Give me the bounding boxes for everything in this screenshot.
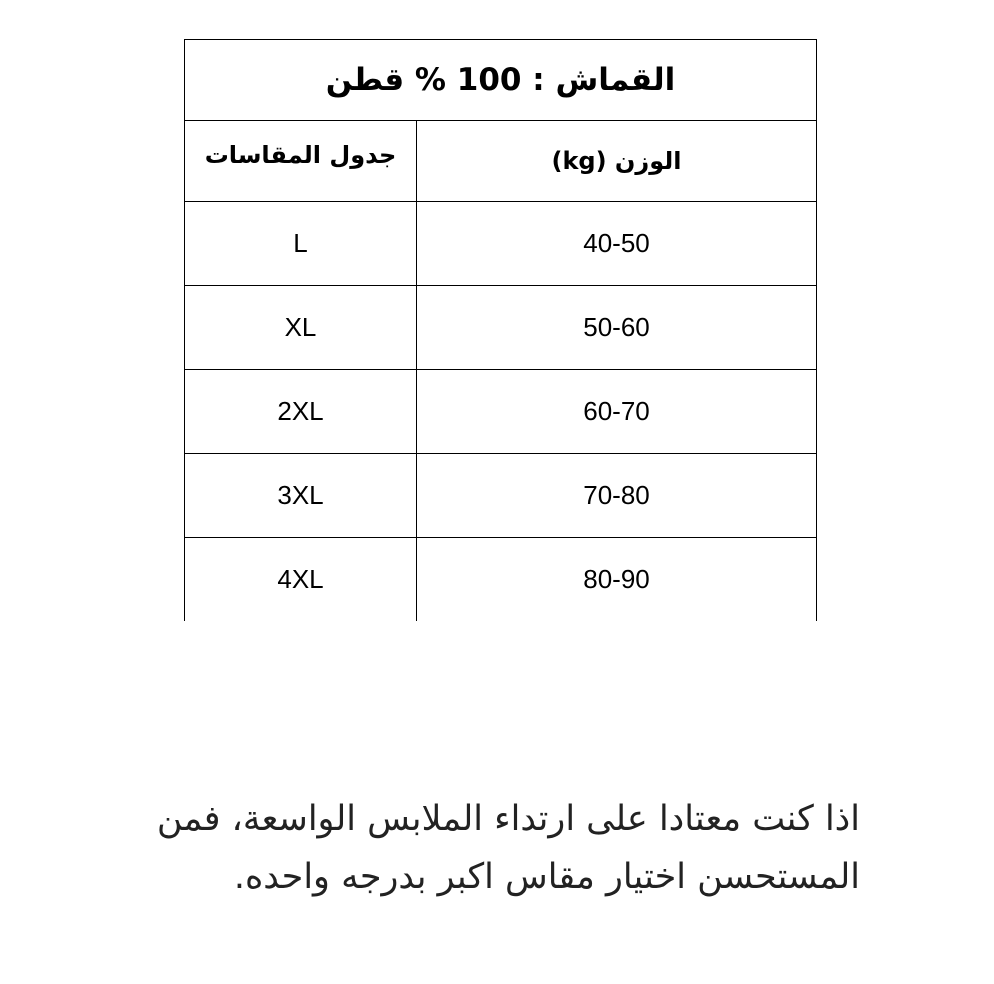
header-row xyxy=(185,121,817,202)
table-row xyxy=(185,454,817,538)
size-cell: L xyxy=(185,202,417,286)
fabric-title: القماش : 100 % قطن xyxy=(185,40,817,121)
sizing-note: اذا كنت معتادا على ارتداء الملابس الواسعة، فمن المستحسن اختيار مقاس اكبر بدرجه واحده. xyxy=(156,799,860,897)
size-cell: 4XL xyxy=(185,538,417,622)
weight-cell: 50-60 xyxy=(417,286,817,370)
table-row xyxy=(185,286,817,370)
table-row xyxy=(185,202,817,286)
weight-column-header: الوزن (kg) xyxy=(417,121,817,202)
fabric-row xyxy=(185,40,817,121)
weight-cell: 40-50 xyxy=(417,202,817,286)
size-cell: XL xyxy=(185,286,417,370)
weight-cell: 60-70 xyxy=(417,370,817,454)
size-column-header: جدول المقاسات xyxy=(185,121,417,202)
size-cell: 3XL xyxy=(185,454,417,538)
table-row xyxy=(185,370,817,454)
size-cell: 2XL xyxy=(185,370,417,454)
size-chart-table xyxy=(184,39,817,621)
table-row xyxy=(185,538,817,622)
weight-cell: 80-90 xyxy=(417,538,817,622)
weight-cell: 70-80 xyxy=(417,454,817,538)
